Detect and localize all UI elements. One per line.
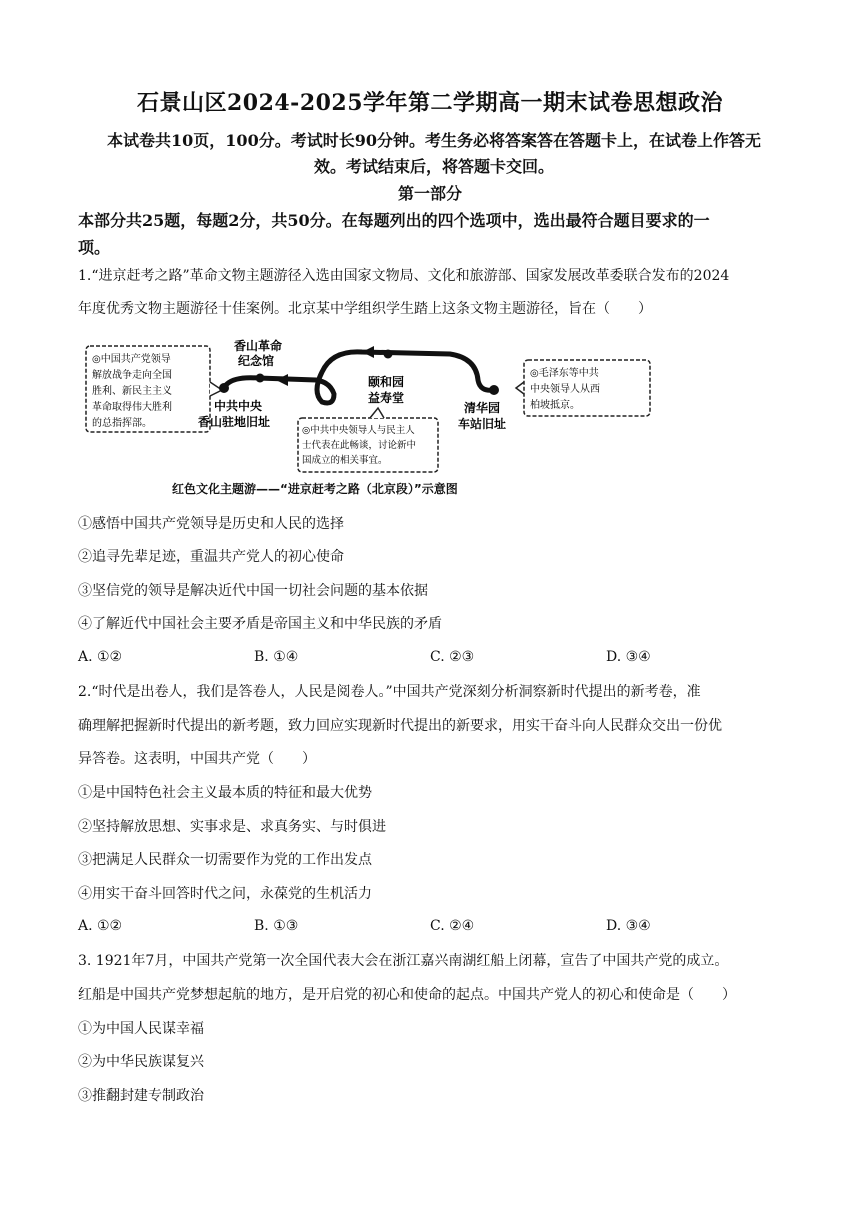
q3-item-2: ②为中华民族谋复兴 [78, 1054, 204, 1070]
q1-option-d[interactable]: D. ③④ [606, 649, 651, 665]
part-heading: 第一部分 [397, 184, 462, 203]
label-qinghua-1: 清华园 [464, 401, 501, 415]
route-arrow-1 [276, 374, 288, 386]
label-yiheyuan-2: 益寿堂 [368, 391, 405, 405]
q3-item-3: ③推翻封建专制政治 [78, 1088, 204, 1104]
q1-item-2: ②追寻先辈足迹，重温共产党人的初心使命 [78, 549, 344, 565]
part-desc-line-1: 本部分共25题，每题2分，共50分。在每题列出的四个选项中，选出最符合题目要求的一 [78, 211, 710, 230]
stop-hq [219, 383, 229, 393]
q2-stem-line-3: 异答卷。这表明，中国共产党（ ） [78, 751, 316, 767]
q1-item-4: ④了解近代中国社会主要矛盾是帝国主义和中华民族的矛盾 [78, 616, 442, 632]
box-left-line-5: 的总指挥部。 [92, 418, 152, 429]
box-right-line-2: 中央领导人从西 [530, 384, 600, 395]
label-memorial-2: 纪念馆 [238, 354, 275, 368]
map-box-bottom-pointer [370, 408, 384, 418]
instructions-line-2: 效。考试结束后，将答题卡交回。 [313, 157, 554, 176]
q2-option-a[interactable]: A. ①② [78, 918, 123, 934]
label-hq-2: 香山驻地旧址 [198, 415, 271, 429]
part-desc-line-2: 项。 [78, 238, 111, 257]
box-right-line-3: 柏坡抵京。 [530, 400, 580, 411]
label-hq-1: 中共中央 [214, 399, 263, 413]
q2-option-b[interactable]: B. ①③ [254, 918, 299, 934]
box-bottom-line-2: 士代表在此畅谈，讨论新中 [302, 440, 417, 451]
stop-yiheyuan [384, 350, 393, 359]
q1-stem-line-1: 1.“进京赶考之路”革命文物主题游径入选由国家文物局、文化和旅游部、国家发展改革委联合发布的2024 [78, 268, 730, 284]
box-right-line-1: ◎毛泽东等中共 [530, 368, 599, 379]
instructions-line-1: 本试卷共10页，100分。考试时长90分钟。考生务必将答案答在答题卡上，在试卷上作答无 [107, 131, 761, 150]
exam-instructions [78, 128, 790, 180]
exam-title: 石景山区2024-2025学年第二学期高一期末试卷思想政治 [136, 90, 724, 116]
map-caption: 红色文化主题游——“进京赶考之路（北京段）”示意图 [172, 482, 458, 496]
q1-option-a[interactable]: A. ①② [78, 649, 123, 665]
box-bottom-line-3: 国成立的相关事宜。 [302, 455, 388, 466]
box-left-line-3: 胜利、新民主主义 [92, 386, 172, 397]
q1-stem-line-2: 年度优秀文物主题游径十佳案例。北京某中学组织学生踏上这条文物主题游径，旨在（ ） [78, 301, 652, 317]
part-description [78, 207, 790, 261]
q2-stem-line-2: 确理解把握新时代提出的新考题，致力回应实现新时代提出的新要求，用实干奋斗向人民群众交出一份优 [78, 718, 722, 734]
q3-stem-line-2: 红船是中国共产党梦想起航的地方，是开启党的初心和使命的起点。中国共产党人的初心和使命是（ ） [78, 987, 736, 1003]
q2-item-1: ①是中国特色社会主义最本质的特征和最大优势 [78, 785, 372, 801]
label-qinghua-2: 车站旧址 [458, 417, 507, 431]
label-memorial-1: 香山革命 [234, 339, 283, 353]
q2-stem-line-1: 2.“时代是出卷人，我们是答卷人，人民是阅卷人。”中国共产党深刻分析洞察新时代提出的新考卷，准 [78, 684, 701, 700]
q1-option-b[interactable]: B. ①④ [254, 649, 299, 665]
q2-item-2: ②坚持解放思想、实事求是、求真务实、与时俱进 [78, 819, 386, 835]
q2-option-c[interactable]: C. ②④ [430, 918, 475, 934]
route-map-figure [80, 334, 520, 502]
box-left-line-4: 革命取得伟大胜利 [92, 402, 172, 413]
map-box-right-pointer [516, 382, 524, 394]
stop-memorial [256, 374, 265, 383]
route-arrow-2 [362, 346, 374, 358]
q2-option-d[interactable]: D. ③④ [606, 918, 651, 934]
q1-item-1: ①感悟中国共产党领导是历史和人民的选择 [78, 516, 344, 532]
q2-options [78, 918, 790, 938]
q1-option-c[interactable]: C. ②③ [430, 649, 475, 665]
box-left-line-2: 解放战争走向全国 [92, 370, 172, 381]
q3-item-1: ①为中国人民谋幸福 [78, 1021, 204, 1037]
stop-qinghua [489, 385, 499, 395]
box-bottom-line-1: ◎中共中央领导人与民主人 [302, 425, 415, 436]
q1-options [78, 649, 790, 669]
q3-stem-line-1: 3. 1921年7月，中国共产党第一次全国代表大会在浙江嘉兴南湖红船上闭幕，宣告了中国共产党的成立。 [78, 953, 729, 969]
label-yiheyuan-1: 颐和园 [368, 375, 405, 389]
map-right-box-figure [514, 354, 654, 420]
q2-item-3: ③把满足人民群众一切需要作为党的工作出发点 [78, 852, 372, 868]
q2-item-4: ④用实干奋斗回答时代之问，永葆党的生机活力 [78, 886, 372, 902]
q1-item-3: ③坚信党的领导是解决近代中国一切社会问题的基本依据 [78, 583, 428, 599]
box-left-line-1: ◎中国共产党领导 [92, 354, 171, 365]
